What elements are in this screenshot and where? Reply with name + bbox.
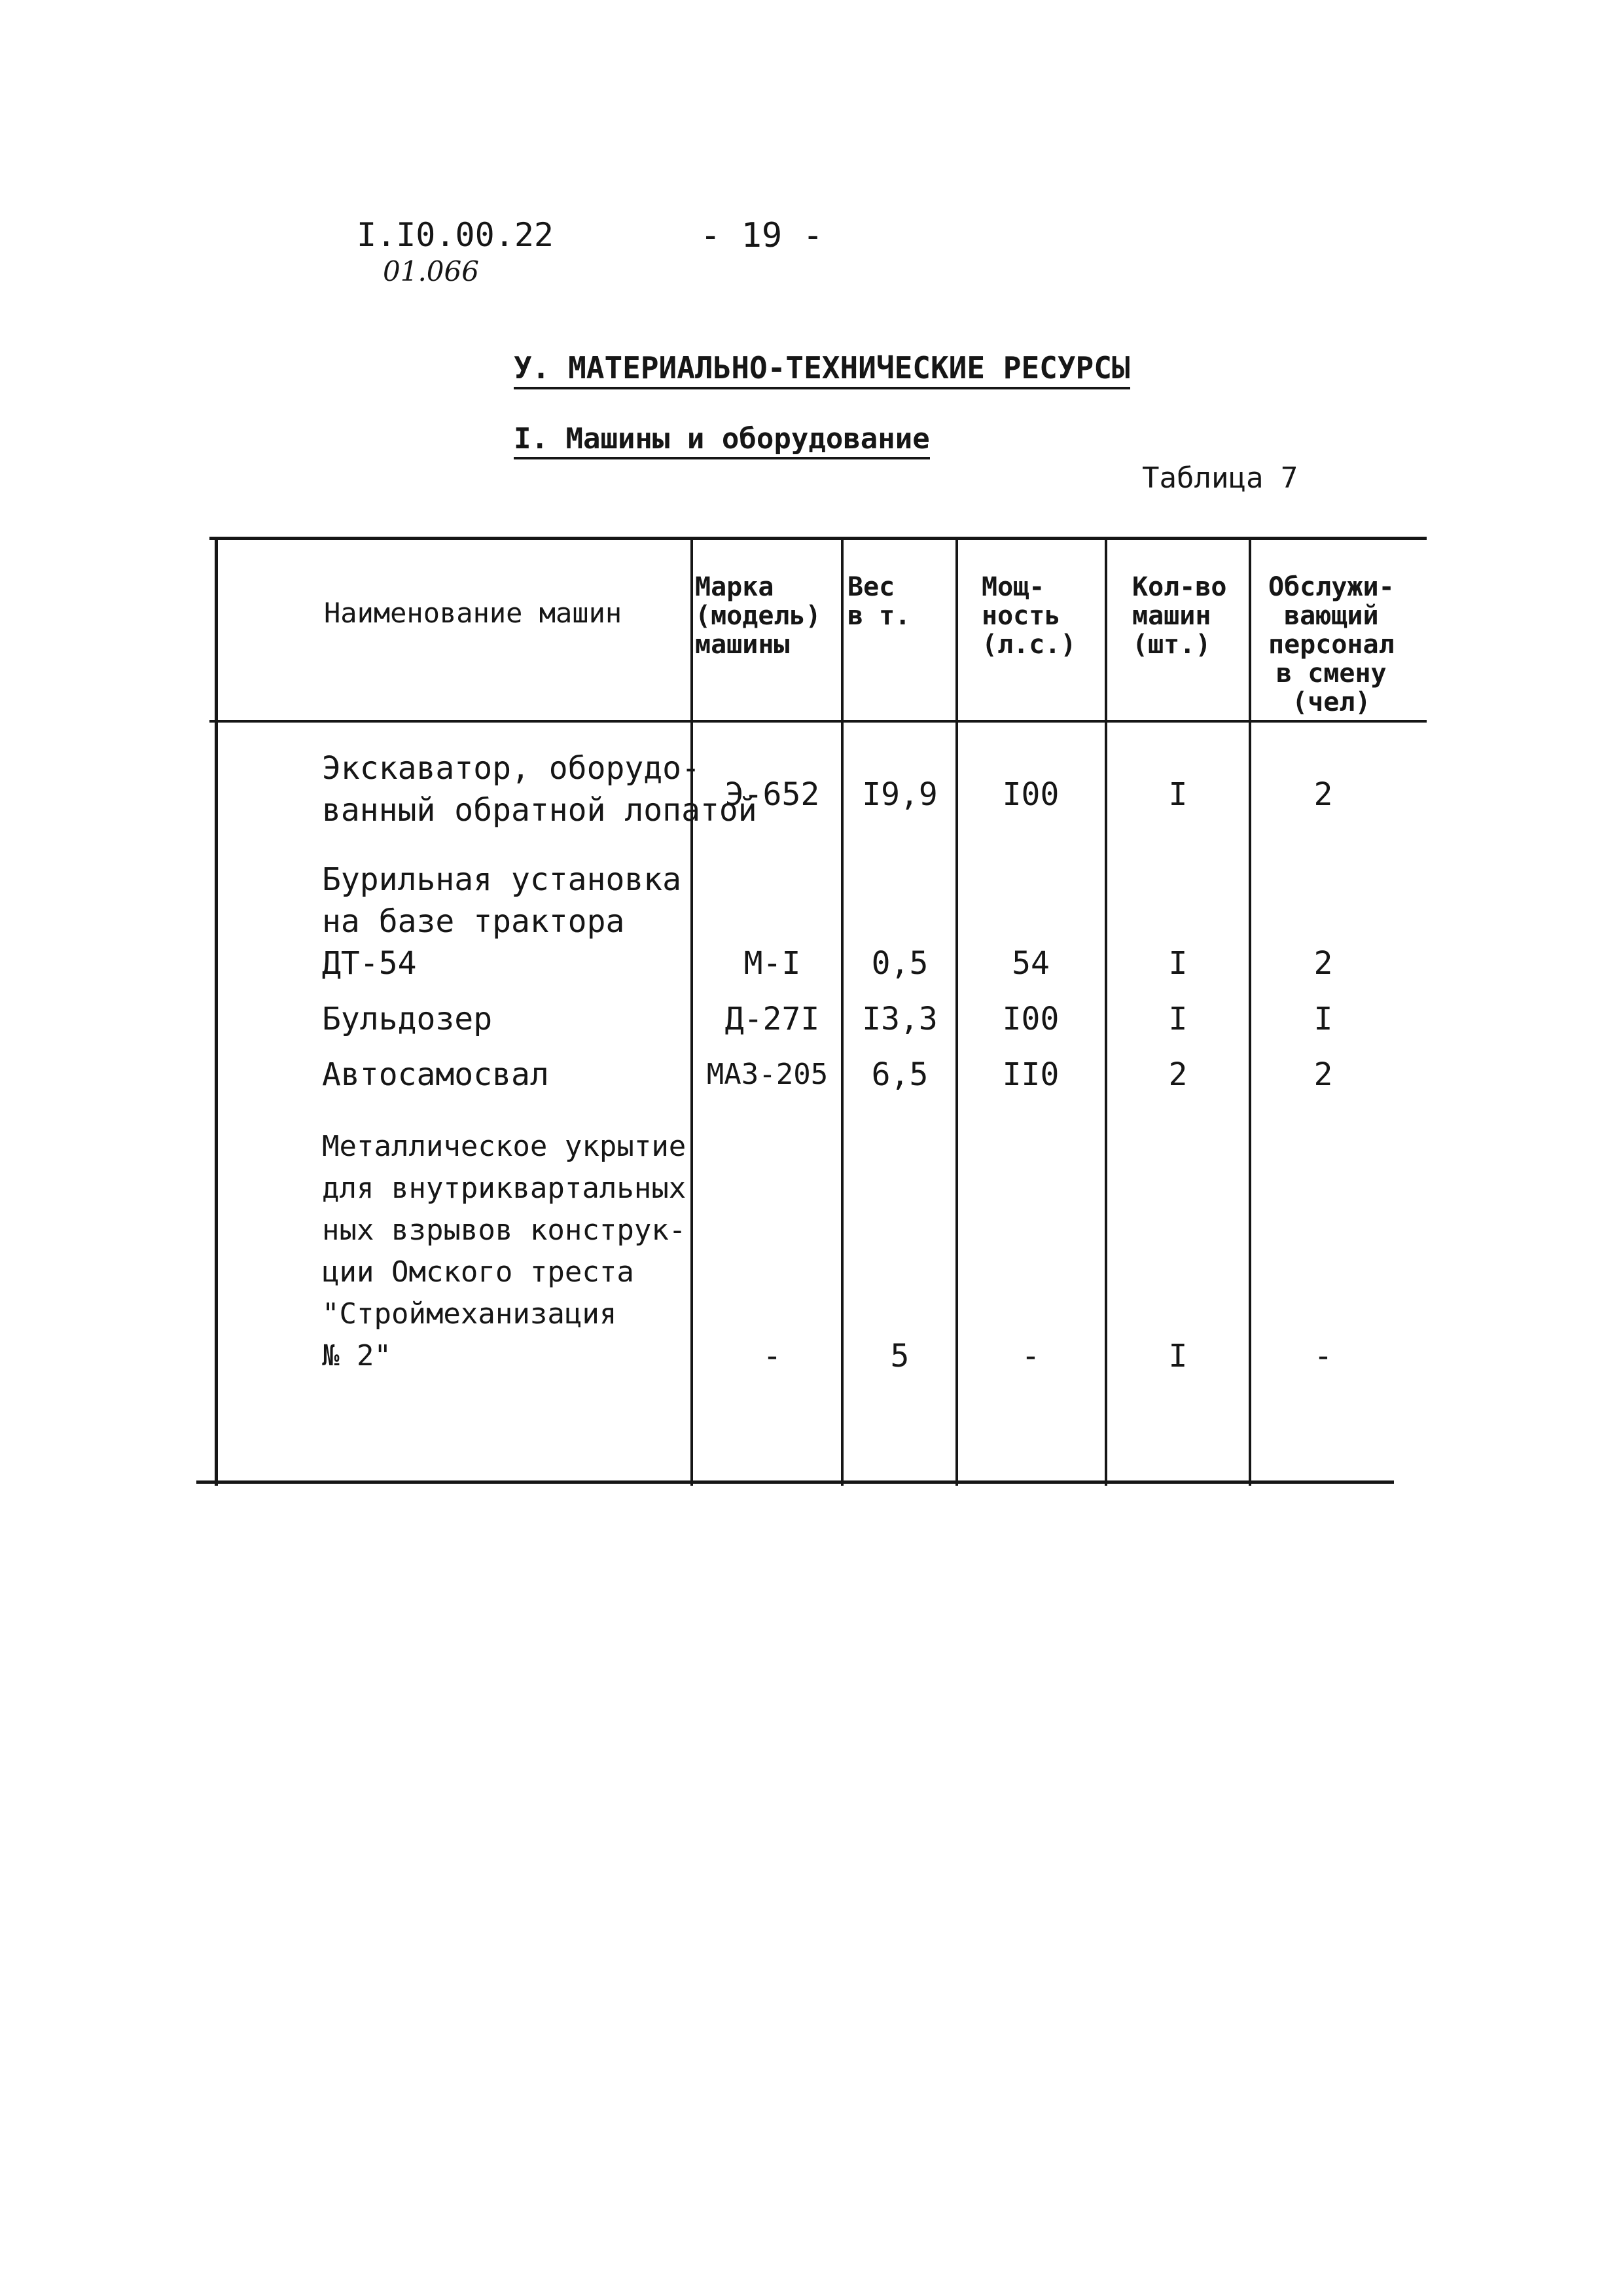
row-4-count: 2: [1168, 1056, 1188, 1093]
row-4-model: МАЗ-205: [706, 1058, 829, 1091]
header-name: Наименование машин: [324, 597, 622, 629]
row-4-staff: 2: [1313, 1056, 1333, 1093]
table-top-rule: [209, 537, 1427, 540]
row-1-power: I00: [1002, 776, 1060, 813]
row-5-model: -: [762, 1338, 782, 1374]
table-bottom-rule: [196, 1480, 1394, 1484]
row-1-weight: I9,9: [862, 776, 938, 813]
document-code: I.I0.00.22: [357, 216, 554, 254]
column-divider-1: [690, 537, 693, 1486]
row-1-count: I: [1168, 776, 1188, 813]
row-1-model: Э-652: [724, 776, 820, 813]
table-header-rule: [209, 720, 1427, 723]
row-3-power: I00: [1002, 1001, 1060, 1037]
row-5-weight: 5: [890, 1338, 910, 1374]
row-5-staff: -: [1313, 1338, 1333, 1374]
row-3-name: Бульдозер: [322, 1001, 493, 1037]
row-4-name: Автосамосвал: [322, 1056, 549, 1093]
header-model: Марка (модель) машины: [695, 572, 821, 660]
row-4-power: II0: [1002, 1056, 1060, 1093]
subsection-title: I. Машины и оборудование: [514, 422, 930, 459]
row-5-power: -: [1021, 1338, 1041, 1374]
row-3-model: Д-27I: [724, 1001, 820, 1037]
header-weight: Вес в т.: [847, 572, 911, 631]
row-2-power: 54: [1012, 945, 1050, 982]
header-staff: Обслужи- вающий персонал в смену (чел): [1268, 572, 1395, 717]
table-caption: Таблица 7: [1142, 461, 1298, 495]
header-power: Мощ- ность (л.с.): [982, 572, 1077, 660]
row-5-name: Металлическое укрытие для внутриквартальных ных взрывов конструк- ции Омского треста "Строймеханизация № 2": [322, 1130, 687, 1372]
table-left-border: [215, 537, 218, 1486]
row-2-count: I: [1168, 945, 1188, 982]
row-1-name: Экскаватор, оборудо- ванный обратной лопатой: [322, 750, 757, 829]
section-title: У. МАТЕРИАЛЬНО-ТЕХНИЧЕСКИЕ РЕСУРСЫ: [514, 350, 1130, 389]
row-2-staff: 2: [1313, 945, 1333, 982]
column-divider-3: [955, 537, 958, 1486]
row-3-staff: I: [1313, 1001, 1333, 1037]
row-4-weight: 6,5: [871, 1056, 929, 1093]
row-3-weight: I3,3: [862, 1001, 938, 1037]
row-2-model: М-I: [743, 945, 801, 982]
page-number: - 19 -: [700, 216, 823, 255]
row-1-staff: 2: [1313, 776, 1333, 813]
document-subcode: 01.066: [383, 255, 479, 287]
header-count: Кол-во машин (шт.): [1132, 572, 1227, 660]
row-2-weight: 0,5: [871, 945, 929, 982]
row-2-name: Бурильная установка на базе трактора ДТ-54: [322, 861, 682, 982]
row-5-count: I: [1168, 1338, 1188, 1374]
column-divider-2: [841, 537, 844, 1486]
row-3-count: I: [1168, 1001, 1188, 1037]
